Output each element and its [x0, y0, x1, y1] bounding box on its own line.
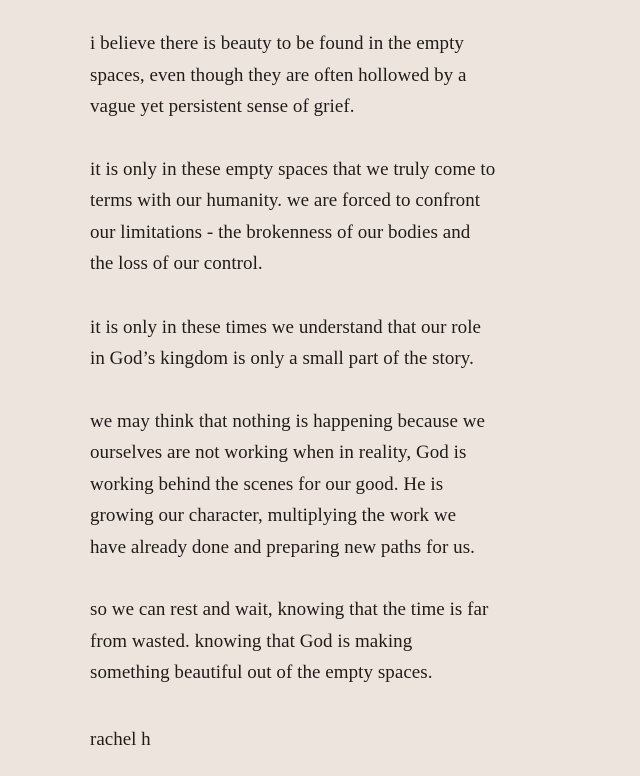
author-signature: rachel h: [90, 729, 151, 750]
text-line: something beautiful out of the empty spaces.: [90, 662, 433, 683]
paragraph-2: [90, 154, 568, 280]
paragraph-4: [90, 406, 568, 564]
text-line: we may think that nothing is happening because we: [90, 410, 486, 432]
text-line: growing our character, multiplying the work we: [90, 505, 457, 526]
text-line: vague yet persistent sense of grief.: [90, 96, 355, 117]
text-line: in God’s kingdom is only a small part of the story.: [90, 348, 474, 369]
text-line: from wasted. knowing that God is making: [90, 630, 413, 652]
text-line: it is only in these times we understand that our role: [90, 316, 482, 338]
paragraph-5: [90, 594, 568, 689]
text-line: terms with our humanity. we are forced to confront: [90, 190, 481, 211]
text-line: our limitations - the brokenness of our bodies and: [90, 221, 471, 243]
text-line: the loss of our control.: [90, 253, 263, 274]
text-line: ourselves are not working when in reality, God is: [90, 442, 467, 463]
text-line: it is only in these empty spaces that we truly come to: [90, 158, 496, 180]
text-line: spaces, even though they are often hollowed by a: [90, 64, 467, 86]
paragraph-1: [90, 28, 568, 123]
text-line: working behind the scenes for our good. He is: [90, 473, 444, 495]
paragraph-3: [90, 312, 568, 375]
text-line: have already done and preparing new paths for us.: [90, 536, 475, 558]
text-line: so we can rest and wait, knowing that the time is far: [90, 599, 489, 620]
text-line: i believe there is beauty to be found in the empty: [90, 33, 464, 54]
